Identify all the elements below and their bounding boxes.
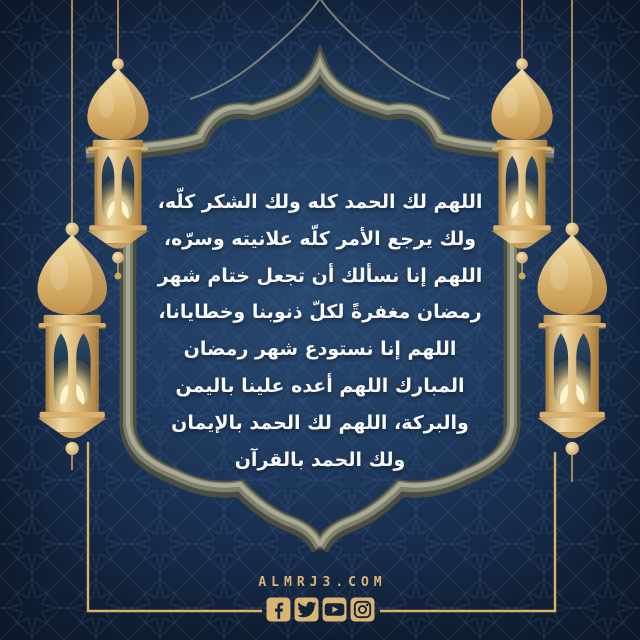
dua-line: رمضان مغفرةً لكلّ ذنوبنا وخطايانا، [158,301,482,324]
dua-text-block [125,184,515,478]
footer [0,575,640,622]
dua-line: ولك الحمد بالقرآن [234,448,406,471]
youtube-icon[interactable] [322,597,347,622]
social-icons-row [0,597,640,622]
dua-line: اللهم إنا نستودع شهر رمضان [183,338,457,361]
dua-line: اللهم إنا نسألك أن تجعل ختام شهر [157,264,483,287]
dua-line: والبركة، اللهم لك الحمد بالإيمان [171,411,469,434]
website-label: ALMRJ3.COM [258,575,387,590]
facebook-icon[interactable] [266,597,291,622]
dua-line: ولك يرجع الأمر كلّه علانيته وسرّه، [163,227,477,250]
string-bead [115,273,122,280]
dua-line: اللهم لك الحمد كله ولك الشكر كلّه، [157,191,483,213]
twitter-icon[interactable] [294,597,319,622]
string-bead [519,273,526,280]
dua-line: المبارك اللهم أعده علينا باليمن [175,374,465,397]
instagram-icon[interactable] [350,597,375,622]
lantern-bottom-right [537,223,606,456]
lantern-bottom-left [37,223,106,456]
